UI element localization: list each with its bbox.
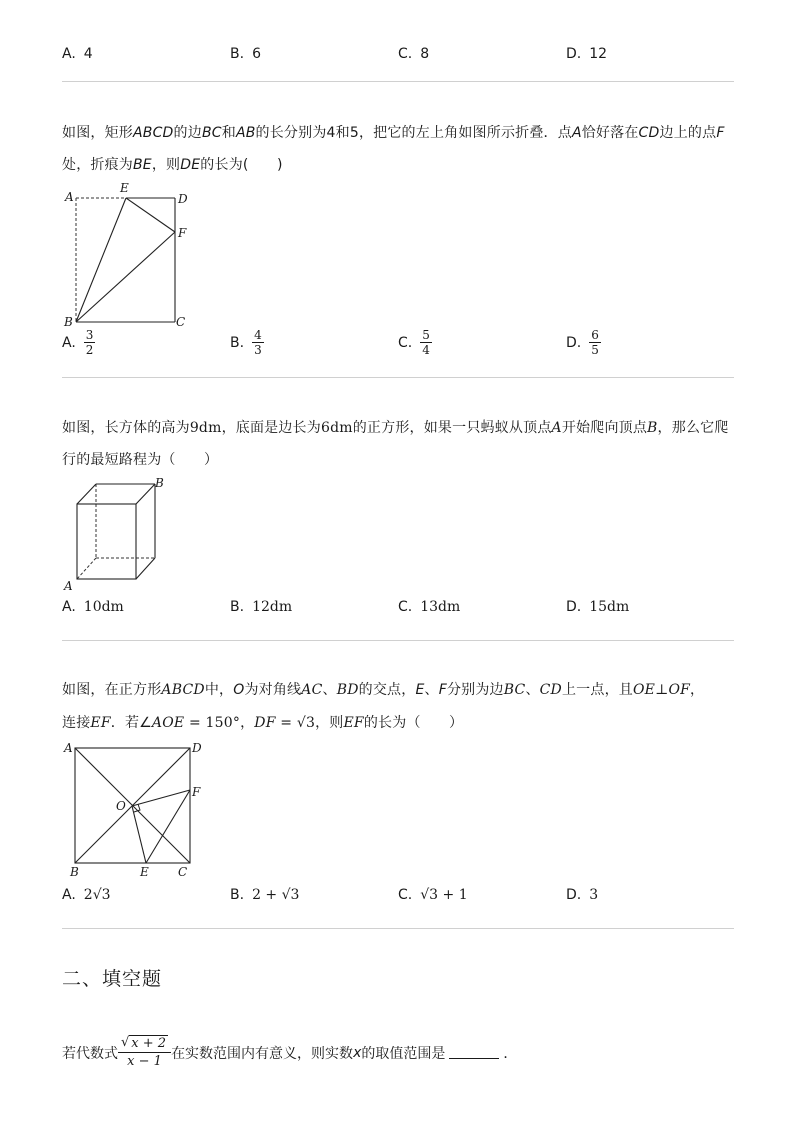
math-var: BC <box>201 125 222 141</box>
option-fraction <box>84 328 96 357</box>
numerator: 4 <box>254 328 262 342</box>
math-var: BC <box>503 682 526 698</box>
option-value: 2 + √3 <box>252 887 300 903</box>
label-b: B <box>155 476 164 490</box>
text: 恰好落在 <box>581 125 639 141</box>
q2-stem-line2: 行的最短路程为（ ） <box>62 452 219 468</box>
q2-figure <box>60 474 180 596</box>
q3-option-a[interactable] <box>62 887 111 903</box>
math-var: E <box>415 682 425 698</box>
option-value: 3 <box>589 887 599 903</box>
text: 中， <box>204 682 234 698</box>
math-var: B <box>647 420 658 436</box>
label-o: O <box>116 799 126 813</box>
line-be <box>76 198 126 322</box>
q4-fraction <box>118 1034 171 1071</box>
numerator: 6 <box>591 328 599 342</box>
label-b: B <box>70 865 79 879</box>
q2-option-a[interactable] <box>62 599 124 615</box>
math-var: DE <box>180 157 201 173</box>
math-var: DF <box>254 715 276 731</box>
math-var: BD <box>336 682 359 698</box>
q3-option-d[interactable] <box>566 887 598 903</box>
option-value: 10dm <box>83 599 124 615</box>
text: 边上的点 <box>659 125 717 141</box>
text: 的交点， <box>358 682 416 698</box>
edge <box>77 484 96 504</box>
label-c: C <box>176 315 186 329</box>
option-d[interactable] <box>566 46 607 62</box>
math-var: ABCD <box>161 682 205 698</box>
numerator: 5 <box>422 328 430 342</box>
front-face <box>77 504 136 579</box>
option-label: B. <box>230 599 245 615</box>
option-value: 15dm <box>589 599 630 615</box>
math-var: EF <box>90 715 111 731</box>
option-value: √3 + 1 <box>420 887 468 903</box>
text: ，那么它爬 <box>657 420 729 436</box>
label-c: C <box>178 865 188 879</box>
q1-option-c[interactable] <box>398 328 432 357</box>
text: ，底面是边长为 <box>221 420 321 436</box>
q1-stem-line2 <box>62 149 283 182</box>
option-label: D. <box>566 334 582 351</box>
text: 的边 <box>173 125 202 141</box>
edge <box>136 484 155 504</box>
text: 处，折痕为 <box>62 157 133 173</box>
divider <box>62 640 734 641</box>
option-label: B. <box>230 887 245 903</box>
radicand: x + 2 <box>131 1036 167 1051</box>
option-label: A. <box>62 46 76 62</box>
option-value: 4 <box>83 46 93 62</box>
label-a: A <box>65 190 74 204</box>
option-b[interactable] <box>230 46 261 62</box>
q1-option-d[interactable] <box>566 328 601 357</box>
option-label: D. <box>566 599 582 615</box>
option-c[interactable] <box>398 46 429 62</box>
label-a: A <box>64 579 73 593</box>
math-var: EF <box>343 715 364 731</box>
text: 如图，矩形 <box>62 125 133 141</box>
q3-stem-line1 <box>62 674 704 707</box>
label-e: E <box>140 865 149 879</box>
text: 如图，在正方形 <box>62 682 162 698</box>
text: ，则 <box>315 715 344 731</box>
text: 、 <box>322 682 337 698</box>
q1-option-a[interactable] <box>62 328 95 357</box>
math-var: AB <box>235 125 256 141</box>
option-a[interactable] <box>62 46 93 62</box>
fraction-numerator <box>118 1034 171 1053</box>
text: 开始爬向顶点 <box>561 420 648 436</box>
option-value: 6 <box>252 46 261 62</box>
q1-figure <box>60 180 195 330</box>
q3-stem-line2 <box>62 707 463 740</box>
divider <box>62 377 734 378</box>
math-expr: = <box>275 715 297 731</box>
text: ， <box>690 682 705 698</box>
sqrt-icon: √ <box>121 1035 130 1050</box>
math-expr: OE⊥OF <box>632 682 691 698</box>
q3-option-b[interactable] <box>230 887 299 903</box>
text: 、 <box>525 682 540 698</box>
option-value: 13dm <box>420 599 461 615</box>
option-label: A. <box>62 887 76 903</box>
option-value: 12dm <box>252 599 293 615</box>
option-label: C. <box>398 46 413 62</box>
math-expr: = 150°， <box>184 715 255 731</box>
denominator: 3 <box>254 343 262 357</box>
math-var: O <box>233 682 245 698</box>
math-var: CD <box>539 682 562 698</box>
math-var: AOE <box>151 715 185 731</box>
text: ，则 <box>151 157 181 173</box>
option-fraction <box>252 328 264 357</box>
option-label: C. <box>398 887 413 903</box>
q2-option-d[interactable] <box>566 599 629 615</box>
text: 为对角线 <box>244 682 302 698</box>
divider <box>62 928 734 929</box>
q2-option-b[interactable] <box>230 599 292 615</box>
answer-blank[interactable] <box>449 1046 499 1059</box>
line-oe <box>132 806 146 863</box>
text: 和 <box>221 125 236 141</box>
math-var: ABCD <box>133 125 174 141</box>
option-label: C. <box>398 599 413 615</box>
q1-option-b[interactable] <box>230 328 264 357</box>
q2-option-c[interactable] <box>398 599 460 615</box>
option-label: B. <box>230 334 245 351</box>
math-var: AC <box>301 682 323 698</box>
math-var: BE <box>133 157 152 173</box>
option-label: A. <box>62 334 76 351</box>
option-value: 8 <box>420 46 430 62</box>
text: 的长分别为4和5，把它的左上角如图所示折叠．点 <box>255 125 572 141</box>
text: 如图，长方体的高为 <box>62 420 190 436</box>
math-sqrt: √3 <box>296 715 316 731</box>
math-var: F <box>716 125 725 141</box>
label-e: E <box>120 181 129 195</box>
label-a: A <box>64 741 73 755</box>
math-var: CD <box>638 125 660 141</box>
math-var: x <box>353 1044 362 1061</box>
math-value: 9dm <box>189 420 222 436</box>
option-value: 12 <box>589 46 608 62</box>
label-d: D <box>192 741 202 755</box>
text: 上一点，且 <box>561 682 633 698</box>
text: 、 <box>424 682 439 698</box>
divider <box>62 81 734 82</box>
label-f: F <box>178 226 187 240</box>
math-value: 6dm <box>320 420 353 436</box>
q3-option-c[interactable] <box>398 887 468 903</box>
option-value: 2√3 <box>83 887 111 903</box>
option-label: D. <box>566 887 582 903</box>
fraction-denominator: x − 1 <box>127 1054 162 1069</box>
label-f: F <box>192 785 201 799</box>
option-fraction <box>589 328 601 357</box>
option-label: C. <box>398 334 413 351</box>
text: 连接 <box>62 715 91 731</box>
section-title: 二、填空题 <box>62 968 163 990</box>
text: 的取值范围是 <box>361 1045 446 1062</box>
text: 若代数式 <box>62 1045 118 1062</box>
q1-stem-line1 <box>62 117 725 150</box>
option-label: A. <box>62 599 76 615</box>
option-label: B. <box>230 46 245 62</box>
q3-figure <box>60 738 210 882</box>
hidden-edge <box>77 558 96 579</box>
text: ．若∠ <box>110 715 152 731</box>
denominator: 5 <box>591 343 599 357</box>
q4-stem <box>62 1034 517 1071</box>
line-bf <box>76 232 175 322</box>
option-fraction <box>420 328 432 357</box>
edge <box>136 558 155 579</box>
text: 的正方形，如果一只蚂蚁从顶点 <box>352 420 552 436</box>
text: ． <box>503 1045 518 1062</box>
math-var: A <box>571 125 582 141</box>
label-b: B <box>64 315 73 329</box>
label-d: D <box>178 192 188 206</box>
line-ef <box>126 198 175 232</box>
line-ef <box>146 790 190 863</box>
math-var: A <box>551 420 562 436</box>
text: 的长为( ) <box>200 157 283 173</box>
denominator: 4 <box>422 343 430 357</box>
q2-stem-line1 <box>62 412 729 445</box>
text: 分别为边 <box>446 682 504 698</box>
denominator: 2 <box>85 343 94 357</box>
math-var: F <box>438 682 447 698</box>
text: 的长为（ ） <box>363 715 464 731</box>
option-label: D. <box>566 46 582 62</box>
text: 在实数范围内有意义，则实数 <box>171 1045 354 1062</box>
numerator: 3 <box>85 328 94 342</box>
